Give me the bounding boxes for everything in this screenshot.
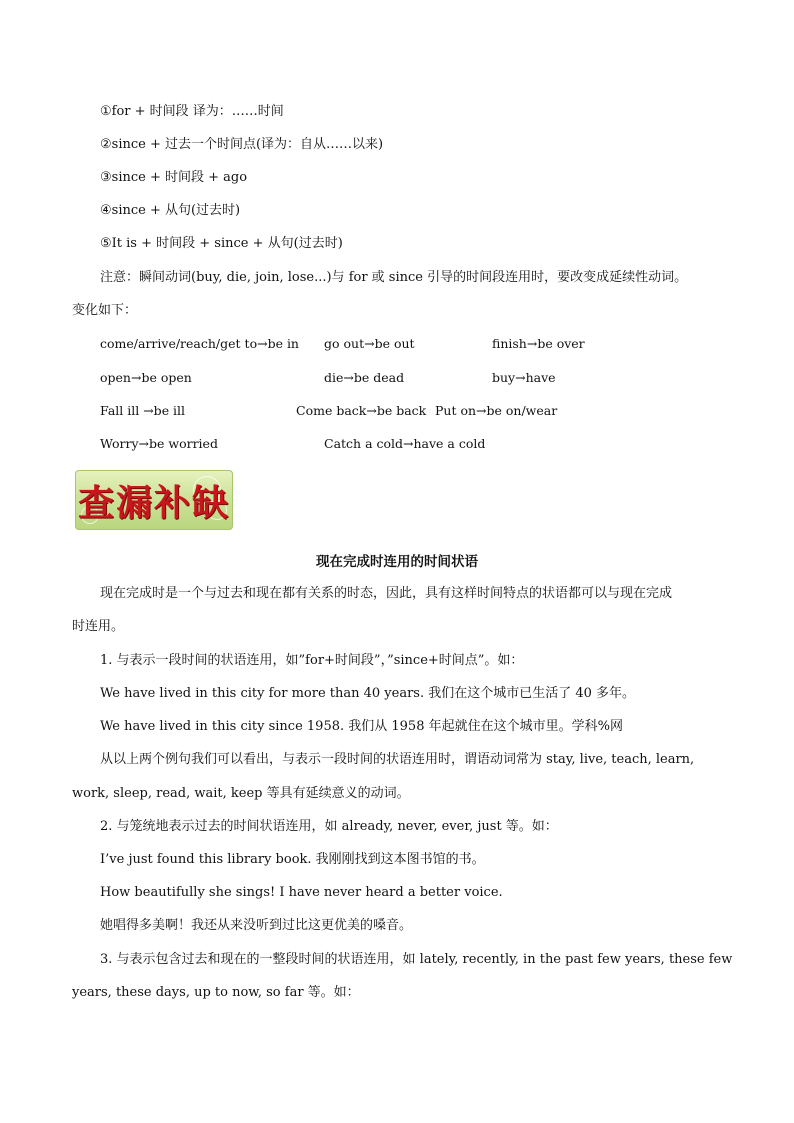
vocab-cell: Catch a cold→have a cold [324,436,486,451]
note-paragraph: 注意：瞬间动词(buy, die, join, lose...)与 for 或 since 引导的时间段连用时，要改变成延续性动词。 [100,270,688,285]
vocab-cell: open→be open [100,370,192,385]
list-item: ②since + 过去一个时间点(译为：自从……以来) [100,137,384,152]
vocab-cell: buy→have [492,370,556,385]
rule-heading: 3. 与表示包含过去和现在的一整段时间的状语连用，如 lately, recently, in the past few years, these few [100,952,733,967]
vocab-cell: go out→be out [324,336,415,351]
rule-heading: 2. 与笼统地表示过去的时间状语连用，如 already, never, ever, just 等。如： [100,819,558,834]
example-translation: 她唱得多美啊！我还从来没听到过比这更优美的嗓音。 [100,918,413,933]
list-item: ⑤It is + 时间段 + since + 从句(过去时) [100,236,343,251]
body-paragraph-cont: 时连用。 [72,619,125,634]
example-sentence: We have lived in this city for more than 40 years. 我们在这个城市已生活了 40 多年。 [100,686,636,701]
example-sentence: I’ve just found this library book. 我刚刚找到这本图书馆的书。 [100,852,485,867]
example-sentence: We have lived in this city since 1958. 我们从 1958 年起就住在这个城市里。学科%网 [100,719,623,734]
body-paragraph: 现在完成时是一个与过去和现在都有关系的时态，因此，具有这样时间特点的状语都可以与现在完成 [100,586,673,601]
list-item: ①for + 时间段 译为：……时间 [100,104,284,119]
banner-title: 查漏补缺 [77,481,230,524]
rule-heading: 1. 与表示一段时间的状语连用，如”for+时间段”，”since+时间点”。如： [100,653,524,668]
section-heading: 现在完成时连用的时间状语 [316,554,478,570]
rule-heading-cont: years, these days, up to now, so far 等。如： [72,985,360,1000]
note-paragraph-cont: 变化如下： [72,303,138,318]
list-item: ③since + 时间段 + ago [100,170,248,185]
vocab-cell: Come back→be back [296,403,427,418]
vocab-cell: Worry→be worried [100,436,218,451]
body-paragraph: 从以上两个例句我们可以看出，与表示一段时间的状语连用时，谓语动词常为 stay, live, teach, learn, [100,752,695,767]
vocab-cell: come/arrive/reach/get to→be in [100,336,299,351]
vocab-cell: Fall ill →be ill [100,403,186,418]
list-item: ④since + 从句(过去时) [100,203,241,218]
section-banner [75,470,233,530]
body-paragraph-cont: work, sleep, read, wait, keep 等具有延续意义的动词。 [72,786,410,801]
vocab-cell: Put on→be on/wear [435,403,558,418]
vocab-cell: finish→be over [492,336,585,351]
vocab-cell: die→be dead [324,370,405,385]
example-sentence: How beautifully she sings! I have never heard a better voice. [100,885,503,900]
